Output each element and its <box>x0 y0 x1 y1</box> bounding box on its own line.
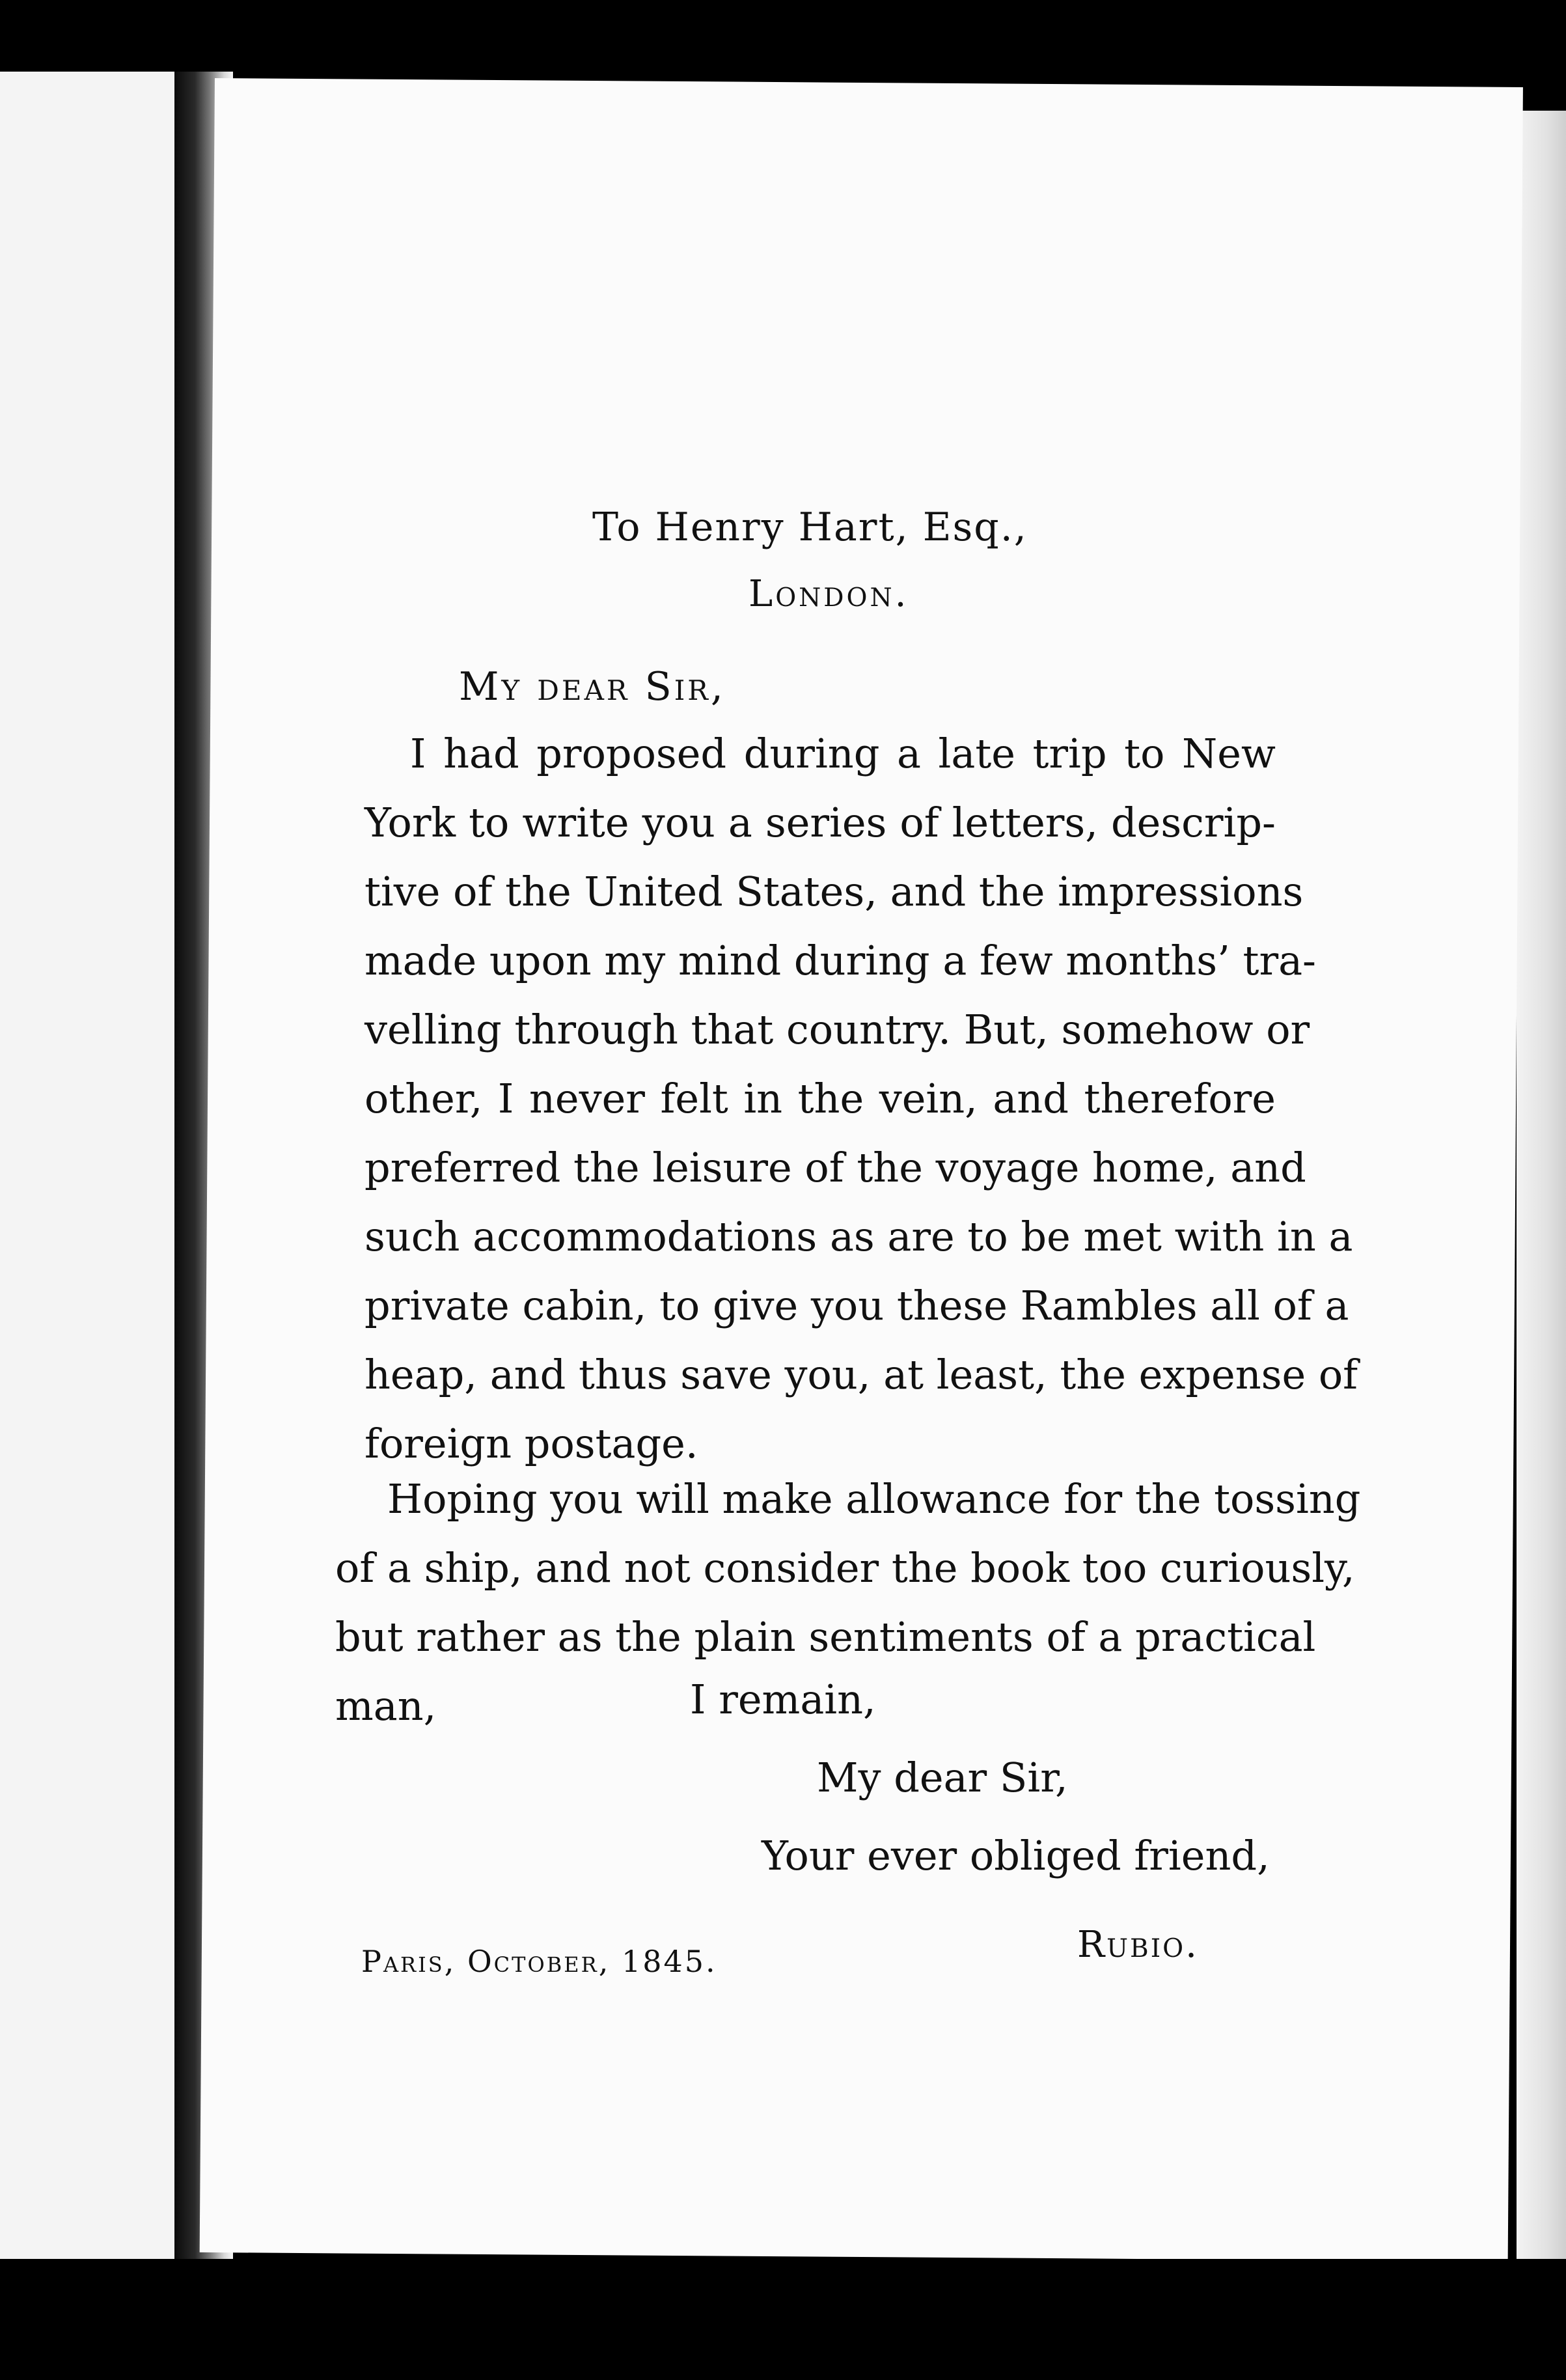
paragraph-1-line: York to write you a series of letters, descrip- <box>364 799 1276 846</box>
paragraph-1-line: made upon my mind during a few months’ tra- <box>364 937 1316 984</box>
paragraph-1-line: heap, and thus save you, at least, the expense of <box>364 1351 1358 1398</box>
paragraph-2-line: but rather as the plain sentiments of a practical <box>335 1613 1316 1661</box>
paragraph-1-line: foreign postage. <box>364 1420 698 1467</box>
paragraph-1-line: preferred the leisure of the voyage home, and <box>364 1144 1306 1191</box>
paragraph-1-line: I had proposed during a late trip to New <box>410 730 1276 777</box>
city-line: London. <box>749 573 909 615</box>
paragraph-2-line: man, <box>335 1682 437 1730</box>
remain-line: I remain, <box>690 1676 876 1723</box>
paragraph-1-line: private cabin, to give you these Rambles all of a <box>364 1282 1349 1329</box>
paragraph-1-line: tive of the United States, and the impressions <box>364 868 1304 915</box>
page-stack-edge <box>1517 111 1566 2298</box>
closing-salutation: My dear Sir, <box>817 1754 1068 1801</box>
paragraph-1-line: velling through that country. But, somehow or <box>364 1006 1310 1053</box>
paragraph-2-line: Hoping you will make allowance for the tossing <box>387 1475 1361 1523</box>
signature: Rubio. <box>1077 1924 1199 1966</box>
paragraph-1-line: other, I never felt in the vein, and therefore <box>364 1075 1276 1122</box>
scan-border <box>0 2259 1566 2380</box>
paragraph-1 <box>364 719 1358 1478</box>
salutation: My dear Sir, <box>459 664 726 710</box>
closing-friend: Your ever obliged friend, <box>762 1832 1270 1879</box>
facing-page <box>0 72 176 2272</box>
dateline: Paris, October, 1845. <box>361 1944 717 1979</box>
addressee-line: To Henry Hart, Esq., <box>592 505 1028 550</box>
paragraph-1-line: such accommodations as are to be met with in a <box>364 1213 1353 1260</box>
paragraph-2-line: of a ship, and not consider the book too curiously, <box>335 1544 1355 1592</box>
